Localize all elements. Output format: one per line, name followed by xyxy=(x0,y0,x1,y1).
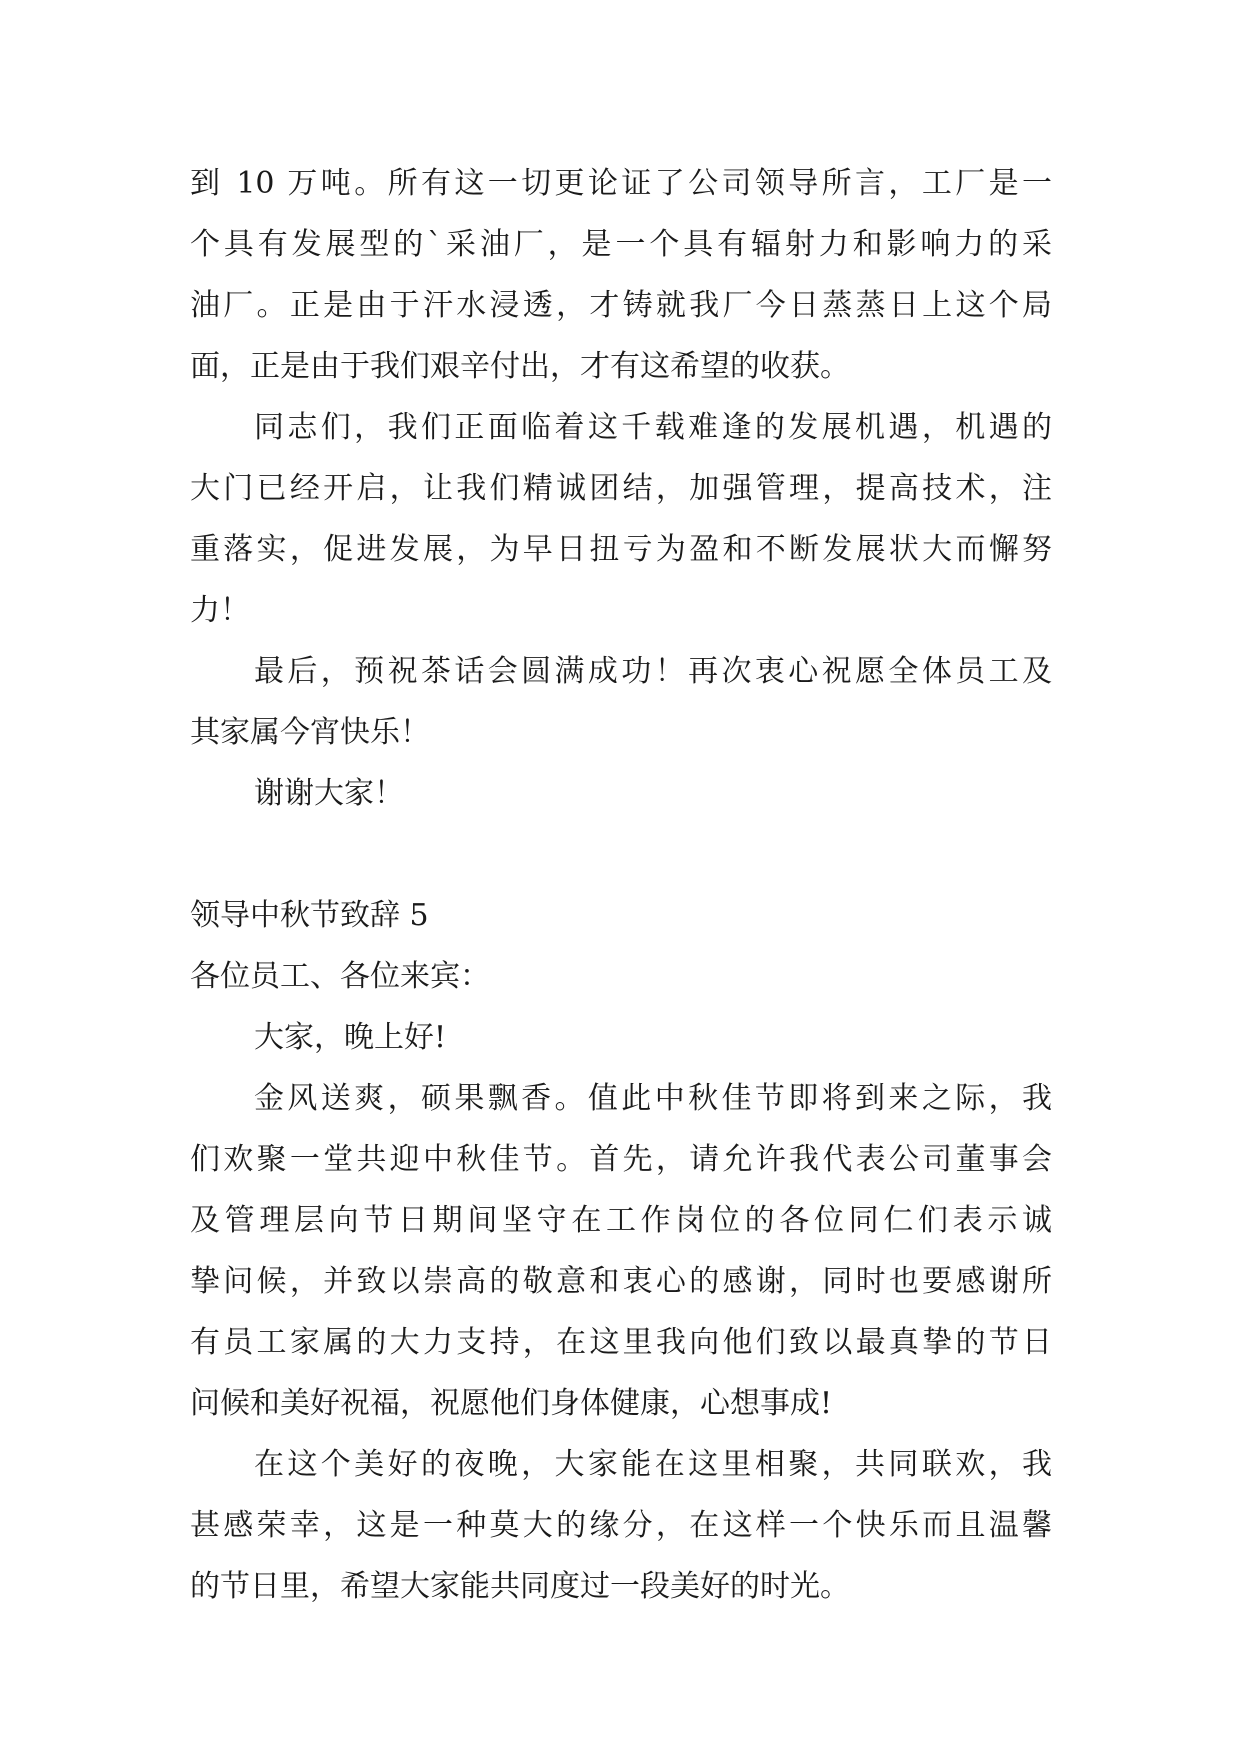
paragraph-closing-wishes xyxy=(190,641,1052,763)
text-line: 挚问候，并致以崇高的敬意和衷心的感谢，同时也要感谢所 xyxy=(190,1264,1052,1299)
blank-line xyxy=(190,824,1052,885)
document-body xyxy=(190,153,1052,1617)
text-line: 其家属今宵快乐！ xyxy=(190,715,430,750)
text-line: 到 10 万吨。所有这一切更论证了公司领导所言，工厂是一 xyxy=(190,166,1052,201)
text-line: 个具有发展型的`采油厂，是一个具有辐射力和影响力的采 xyxy=(190,227,1052,262)
text-line: 油厂。正是由于汗水浸透，才铸就我厂今日蒸蒸日上这个局 xyxy=(190,288,1052,323)
text-line: 同志们，我们正面临着这千载难逢的发展机遇，机遇的 xyxy=(254,410,1052,445)
paragraph-comrades xyxy=(190,397,1052,641)
text-line: 问候和美好祝福，祝愿他们身体健康，心想事成! xyxy=(190,1386,833,1421)
paragraph-thanks xyxy=(190,763,1052,824)
text-line: 及管理层向节日期间坚守在工作岗位的各位同仁们表示诚 xyxy=(190,1203,1052,1238)
section-title: 领导中秋节致辞 5 xyxy=(190,898,429,933)
text-line: 在这个美好的夜晚，大家能在这里相聚，共同联欢，我 xyxy=(254,1447,1052,1482)
text-line: 重落实，促进发展，为早日扭亏为盈和不断发展状大而懈努 xyxy=(190,532,1052,567)
text-line: 金风送爽，硕果飘香。值此中秋佳节即将到来之际，我 xyxy=(254,1081,1052,1116)
text-line: 大门已经开启，让我们精诚团结，加强管理，提高技术，注 xyxy=(190,471,1052,506)
paragraph-continuation xyxy=(190,153,1052,397)
text-line: 甚感荣幸，这是一种莫大的缘分，在这样一个快乐而且温馨 xyxy=(190,1508,1052,1543)
paragraph-mid-autumn-greetings xyxy=(190,1068,1052,1434)
paragraph-gathering xyxy=(190,1434,1052,1617)
salutation: 各位员工、各位来宾： xyxy=(190,959,490,994)
text-line: 们欢聚一堂共迎中秋佳节。首先，请允许我代表公司董事会 xyxy=(190,1142,1052,1177)
text-line: 力！ xyxy=(190,593,250,628)
text-line: 最后，预祝茶话会圆满成功！再次衷心祝愿全体员工及 xyxy=(254,654,1052,689)
greeting: 大家，晚上好! xyxy=(254,1020,447,1055)
text-line: 的节日里，希望大家能共同度过一段美好的时光。 xyxy=(190,1569,850,1604)
text-line: 面，正是由于我们艰辛付出，才有这希望的收获。 xyxy=(190,349,850,384)
text-line: 谢谢大家！ xyxy=(254,776,404,811)
text-line: 有员工家属的大力支持，在这里我向他们致以最真挚的节日 xyxy=(190,1325,1052,1360)
